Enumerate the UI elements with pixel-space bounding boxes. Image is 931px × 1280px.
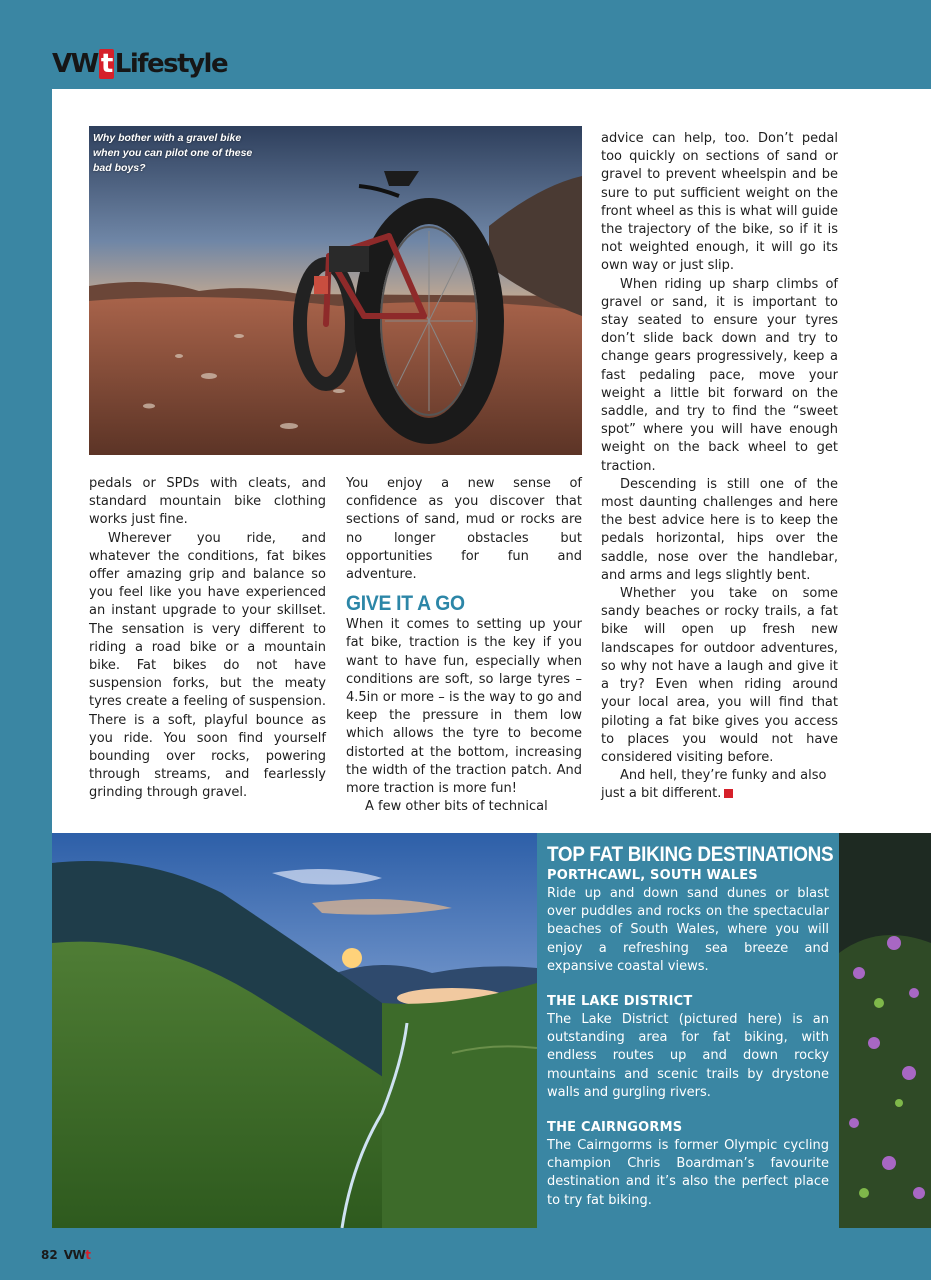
boxout-title: TOP FAT BIKING DESTINATIONS [547,843,834,866]
footer-brand-t: t [85,1248,91,1262]
logo-prefix: VW [52,49,98,79]
col2-paragraph-1: You enjoy a new sense of confidence as you discover that sections of sand, mud or rocks are no longer obstacles but opportunities for fun and adventure. [346,476,582,583]
lake-district-photo [52,833,537,1228]
logo-section: Lifestyle [114,49,228,79]
heather-photo [839,833,931,1228]
magazine-logo [52,48,227,80]
destination-heading-3: THE CAIRNGORMS [547,1120,683,1136]
article-column-2 [346,475,582,816]
boxout-spacer [547,1102,829,1119]
destination-heading-2: THE LAKE DISTRICT [547,994,693,1010]
col3-paragraph-4: Whether you take on some sandy beaches or rocky trails, a fat bike will open up fresh new landscapes for outdoor adventures, so why not have a laugh and give it a try? Even when riding around your local area, you will find that piloting a fat bike gives you access to places you would not have considered visiting before. [601,586,838,765]
col3-paragraph-1: advice can help, too. Don’t pedal too quickly on sections of sand or gravel to prevent wheelspin and be sure to put sufficient weight on the front wheel as this is what will guide the trajectory of the bike, so if it is not weighted enough, it will go its own way or just slip. [601,131,838,274]
article-column-3 [601,130,838,804]
col3-paragraph-5 [601,767,838,803]
end-of-article-icon [724,789,733,798]
footer-brand-prefix: VW [63,1248,86,1262]
col1-paragraph-2: Wherever you ride, and whatever the conditions, fat bikes offer amazing grip and balance so you feel like you have experienced an instant upgrade to your skillset. The sensation is very different to riding a road bike or a mountain bike. Fat bikes do not have suspension forks, but the meaty tyres create a feeling of suspension. There is a soft, playful bounce as you ride. You soon find yourself bounding over rocks, powering through streams, and fearlessly grinding through gravel. [89,530,326,801]
col3-paragraph-2: When riding up sharp climbs of gravel or sand, it is important to stay seated to ensure your tyres don’t slide back down and try to change gears progressively, keep a fast pedaling pace, move your weight a little bit forward on the saddle, and try to find the “sweet spot” where you will have enough weight on the back wheel to get traction. [601,276,838,474]
destination-heading-1: PORTHCAWL, SOUTH WALES [547,868,758,883]
boxout-spacer [547,976,829,993]
col1-paragraph-1: pedals or SPDs with cleats, and standard mountain bike clothing works just fine. [89,476,326,528]
col2-paragraph-3: A few other bits of technical [365,799,548,815]
col2-paragraph-2: When it comes to setting up your fat bike, traction is the key if you want to have fun, especially when conditions are soft, so large tyres – 4.5in or more – is the way to go and keep the pressure in them low which allows the tyre to become distorted at the bottom, increasing the width of the traction patch. And more traction is more fun! [346,617,582,797]
photo-caption: Why bother with a gravel bike when you can pilot one of these bad boys? [93,132,253,174]
destination-text-2: The Lake District (pictured here) is an outstanding area for fat biking, with endless routes up and down rocky mountains and scenic trails by drystone walls and gurgling rivers. [547,1012,829,1100]
article-column-1 [89,475,326,803]
destination-text-3: The Cairngorms is former Olympic cycling champion Chris Boardman’s favourite destination and it’s also the perfect place to try fat biking. [547,1138,829,1208]
footer-brand [64,1248,91,1262]
destination-text-1: Ride up and down sand dunes or blast over puddles and rocks on the spectacular beaches of South Wales, where you will enjoy a refreshing sea breeze and expansive coastal views. [547,886,829,974]
logo-t-badge: t [100,49,112,79]
destinations-boxout [537,833,839,1228]
page-footer [41,1247,90,1263]
section-heading: GIVE IT A GO [346,592,465,616]
page-number: 82 [41,1248,58,1262]
col3-paragraph-5-text: And hell, they’re funky and also just a bit different. [601,768,827,802]
col3-paragraph-3: Descending is still one of the most daunting challenges and here the best advice here is to keep the pedals horizontal, hips over the saddle, nose over the handlebar, and arms and legs slightly bent. [601,476,838,583]
